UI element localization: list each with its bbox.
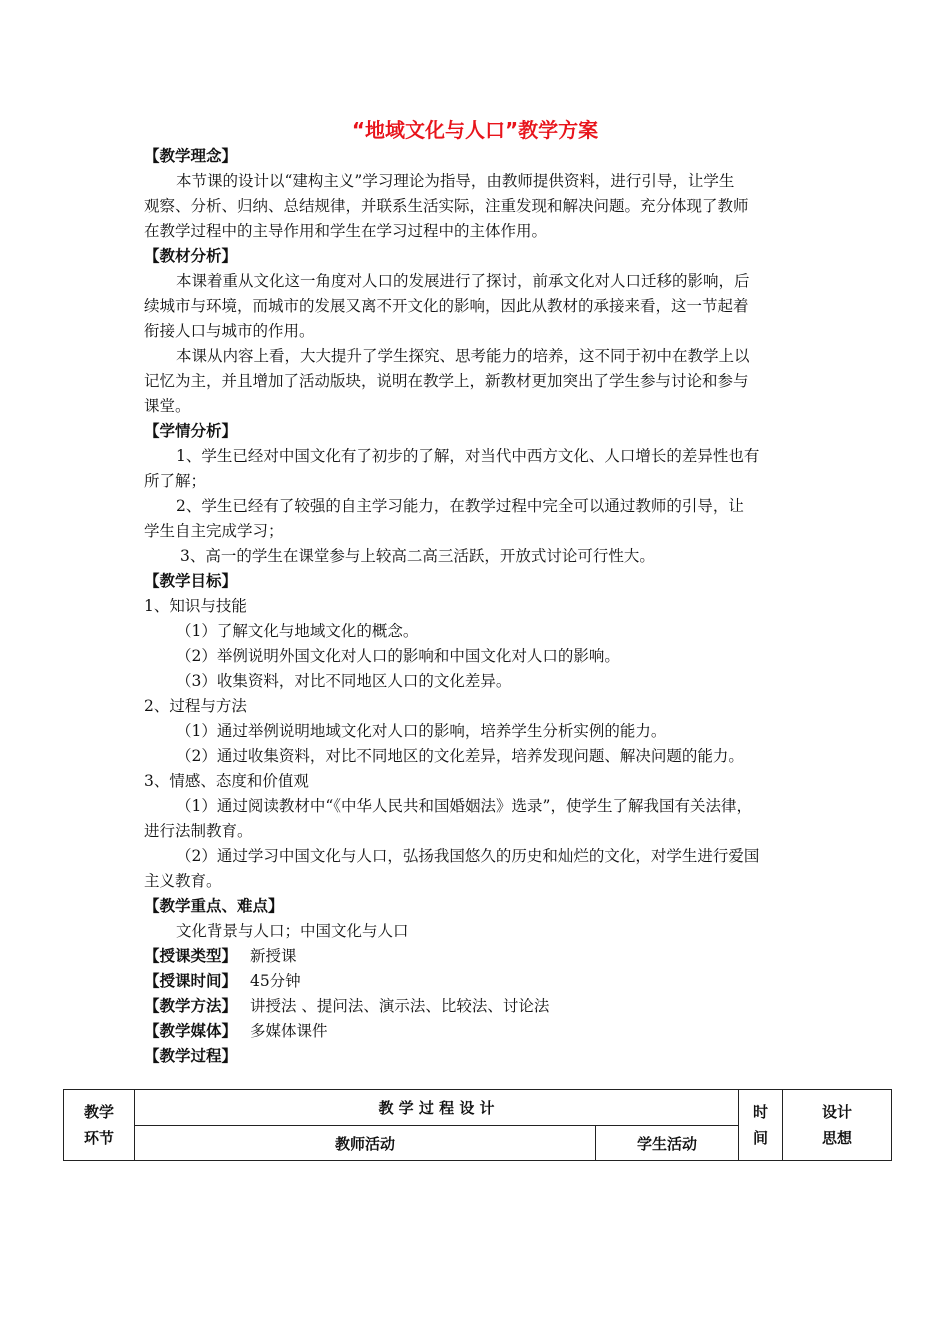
header-idea-line2: 思想 xyxy=(821,1129,852,1147)
paragraph-line: 在教学过程中的主导作用和学生在学习过程中的主体作用。 xyxy=(144,222,548,240)
goal-category: 3、情感、态度和价值观 xyxy=(144,772,309,790)
paragraph-line: 本课从内容上看，大大提升了学生探究、思考能力的培养，这不同于初中在教学上以 xyxy=(176,347,750,365)
goal-category: 1、知识与技能 xyxy=(144,597,247,615)
paragraph-line: 所了解； xyxy=(144,472,207,490)
section-heading-goals: 【教学目标】 xyxy=(144,572,238,590)
header-time xyxy=(739,1090,783,1161)
info-row-method xyxy=(144,996,549,1016)
paragraph-line: 3、高一的学生在课堂参与上较高二高三活跃，开放式讨论可行性大。 xyxy=(180,547,655,565)
paragraph-line: 学生自主完成学习； xyxy=(144,522,284,540)
header-student-activity: 学生活动 xyxy=(596,1126,739,1161)
paragraph-line: 记忆为主，并且增加了活动版块，说明在教学上，新教材更加突出了学生参与讨论和参与 xyxy=(144,372,749,390)
goal-item: （1）通过阅读教材中“《中华人民共和国婚姻法》选录”，使学生了解我国有关法律， xyxy=(176,797,752,815)
process-table xyxy=(63,1089,892,1161)
paragraph-line: 文化背景与人口；中国文化与人口 xyxy=(176,922,409,940)
header-design: 教 学 过 程 设 计 xyxy=(135,1090,739,1126)
section-heading-process: 【教学过程】 xyxy=(144,1047,238,1065)
info-label: 【授课时间】 xyxy=(144,972,238,990)
info-value: 讲授法 、提问法、演示法、比较法、讨论法 xyxy=(249,997,550,1015)
paragraph-line: 本课着重从文化这一角度对人口的发展进行了探讨，前承文化对人口迁移的影响，后 xyxy=(176,272,750,290)
header-idea xyxy=(783,1090,892,1161)
goal-item: （1）通过举例说明地域文化对人口的影响，培养学生分析实例的能力。 xyxy=(176,722,667,740)
paragraph-line: 2、学生已经有了较强的自主学习能力，在教学过程中完全可以通过教师的引导，让 xyxy=(176,497,744,515)
goal-item: （1）了解文化与地域文化的概念。 xyxy=(176,622,419,640)
header-teacher-activity: 教师活动 xyxy=(135,1126,596,1161)
goal-category: 2、过程与方法 xyxy=(144,697,247,715)
paragraph-line: 衔接人口与城市的作用。 xyxy=(144,322,315,340)
goal-item-continued: 主义教育。 xyxy=(144,872,222,890)
header-stage xyxy=(64,1090,135,1161)
header-stage-line2: 环节 xyxy=(83,1129,114,1147)
document-title: “地域文化与人口”教学方案 xyxy=(351,118,599,142)
header-stage-line1: 教学 xyxy=(83,1103,114,1121)
goal-item: （3）收集资料，对比不同地区人口的文化差异。 xyxy=(176,672,512,690)
header-time-line1: 时 xyxy=(752,1103,768,1121)
info-label: 【教学方法】 xyxy=(144,997,238,1015)
goal-item-continued: 进行法制教育。 xyxy=(144,822,253,840)
goal-item: （2）通过学习中国文化与人口，弘扬我国悠久的历史和灿烂的文化，对学生进行爱国 xyxy=(176,847,760,865)
header-time-line2: 间 xyxy=(752,1129,768,1147)
paragraph-line: 1、学生已经对中国文化有了初步的了解，对当代中西方文化、人口增长的差异性也有 xyxy=(176,447,760,465)
section-heading-material: 【教材分析】 xyxy=(144,247,238,265)
paragraph-line: 续城市与环境，而城市的发展又离不开文化的影响，因此从教材的承接来看，这一节起着 xyxy=(144,297,749,315)
info-label: 【授课类型】 xyxy=(144,947,238,965)
goal-item: （2）通过收集资料，对比不同地区的文化差异，培养发现问题、解决问题的能力。 xyxy=(176,747,744,765)
goal-item: （2）举例说明外国文化对人口的影响和中国文化对人口的影响。 xyxy=(176,647,620,665)
info-value: 45分钟 xyxy=(249,972,301,990)
section-heading-key-points: 【教学重点、难点】 xyxy=(144,897,284,915)
header-idea-line1: 设计 xyxy=(821,1103,852,1121)
info-value: 新授课 xyxy=(249,947,297,965)
section-heading-concept: 【教学理念】 xyxy=(144,147,238,165)
info-row-media xyxy=(144,1021,327,1041)
paragraph-line: 本节课的设计以“建构主义”学习理论为指导，由教师提供资料，进行引导，让学生 xyxy=(176,172,735,190)
info-value: 多媒体课件 xyxy=(249,1022,328,1040)
info-row-type xyxy=(144,946,296,966)
info-label: 【教学媒体】 xyxy=(144,1022,238,1040)
paragraph-line: 课堂。 xyxy=(144,397,191,415)
info-row-time xyxy=(144,971,301,991)
paragraph-line: 观察、分析、归纳、总结规律，并联系生活实际，注重发现和解决问题。充分体现了教师 xyxy=(144,197,749,215)
section-heading-students: 【学情分析】 xyxy=(144,422,238,440)
